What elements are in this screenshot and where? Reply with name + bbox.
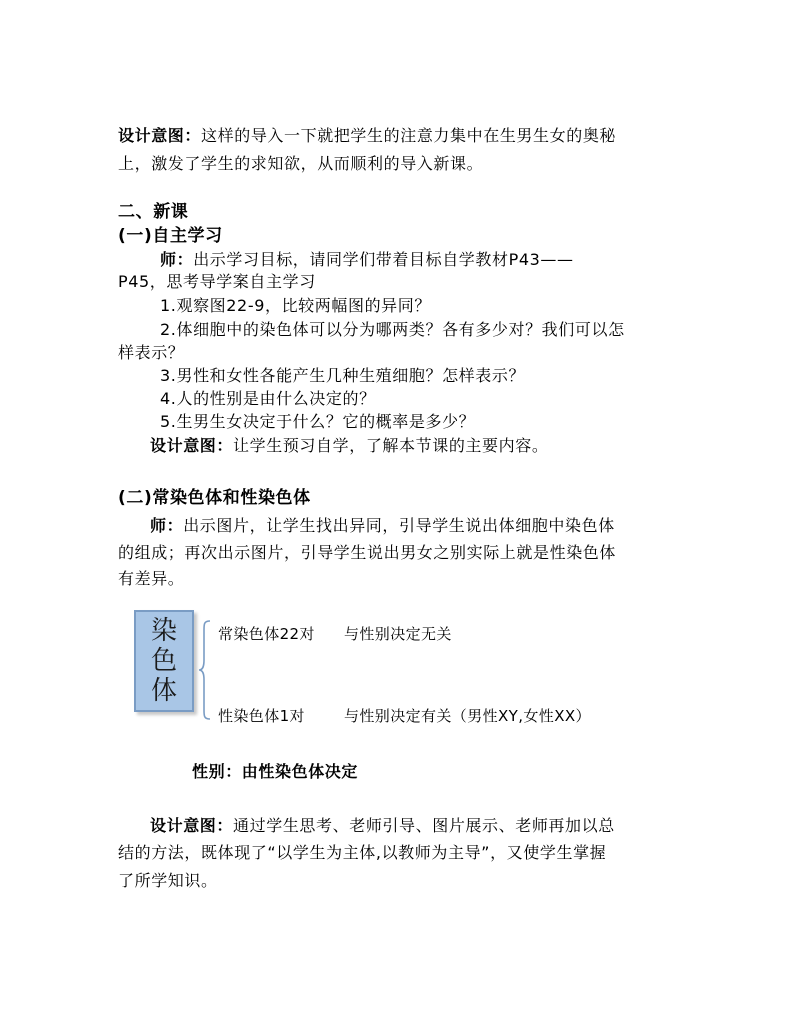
chromosome-box-char-3: 体 — [150, 676, 177, 706]
design-intent-text: 这样的导入一下就把学生的注意力集中在生男生女的奥秘 — [201, 126, 617, 145]
question-1: 1.观察图22-9，比较两幅图的异同？ — [160, 296, 431, 315]
autosome-label: 常染色体22对 — [218, 625, 315, 643]
chromosome-box-char-2: 色 — [150, 646, 177, 676]
question-2-continued: 样表示？ — [118, 343, 185, 362]
design-intent-label: 设计意图： — [150, 436, 234, 455]
sex-chromosome-description: 与性别决定有关（男性XY,女性XX） — [344, 707, 591, 725]
design-intent-label: 设计意图： — [118, 126, 202, 145]
teacher-line-2: P45，思考导学案自主学习 — [118, 272, 316, 291]
teacher-text: 出示学习目标，请同学们带着目标自学教材P43—— — [193, 250, 574, 269]
teacher-text: 出示图片，让学生找出异同，引导学生说出体细胞中染色体 — [183, 516, 615, 535]
section-heading-new-lesson: 二、新课 — [118, 202, 189, 222]
design-intent-text: 让学生预习自学，了解本节课的主要内容。 — [233, 436, 549, 455]
teacher-label: 师： — [160, 250, 194, 269]
intro-design-line-2: 上，激发了学生的求知欲，从而顺利的导入新课。 — [118, 154, 484, 173]
chromosome-teacher-line-1 — [150, 516, 615, 536]
teacher-label: 师： — [150, 516, 184, 535]
intro-design-line-1 — [118, 126, 616, 146]
subsection-heading-self-study: (一)自主学习 — [118, 226, 223, 246]
question-2: 2.体细胞中的染色体可以分为哪两类？各有多少对？我们可以怎 — [160, 320, 625, 339]
design-intent-label: 设计意图： — [150, 816, 234, 835]
chromosome-teacher-line-3: 有差异。 — [118, 569, 185, 588]
question-5: 5.生男生女决定于什么？它的概率是多少？ — [160, 412, 476, 431]
autosome-description: 与性别决定无关 — [344, 625, 452, 643]
teacher-line-1 — [160, 250, 574, 270]
chromosome-design-line-3: 了所学知识。 — [118, 871, 218, 890]
curly-brace-icon — [198, 620, 212, 720]
design-intent-text: 通过学生思考、老师引导、图片展示、老师再加以总 — [233, 816, 615, 835]
sex-determination-line: 性别：由性染色体决定 — [192, 762, 359, 781]
question-4: 4.人的性别是由什么决定的？ — [160, 389, 376, 408]
chromosome-box — [134, 610, 194, 712]
question-3: 3.男性和女性各能产生几种生殖细胞？怎样表示？ — [160, 366, 526, 385]
chromosome-teacher-line-2: 的组成；再次出示图片，引导学生说出男女之别实际上就是性染色体 — [118, 543, 617, 562]
subsection-heading-chromosomes: (二)常染色体和性染色体 — [118, 488, 311, 508]
chromosome-design-line-2: 结的方法，既体现了“以学生为主体,以教师为主导”，又使学生掌握 — [118, 843, 607, 862]
self-study-design-line — [150, 436, 548, 456]
chromosome-box-char-1: 染 — [150, 616, 177, 646]
sex-chromosome-label: 性染色体1对 — [218, 707, 305, 725]
chromosome-design-line-1 — [150, 816, 615, 836]
